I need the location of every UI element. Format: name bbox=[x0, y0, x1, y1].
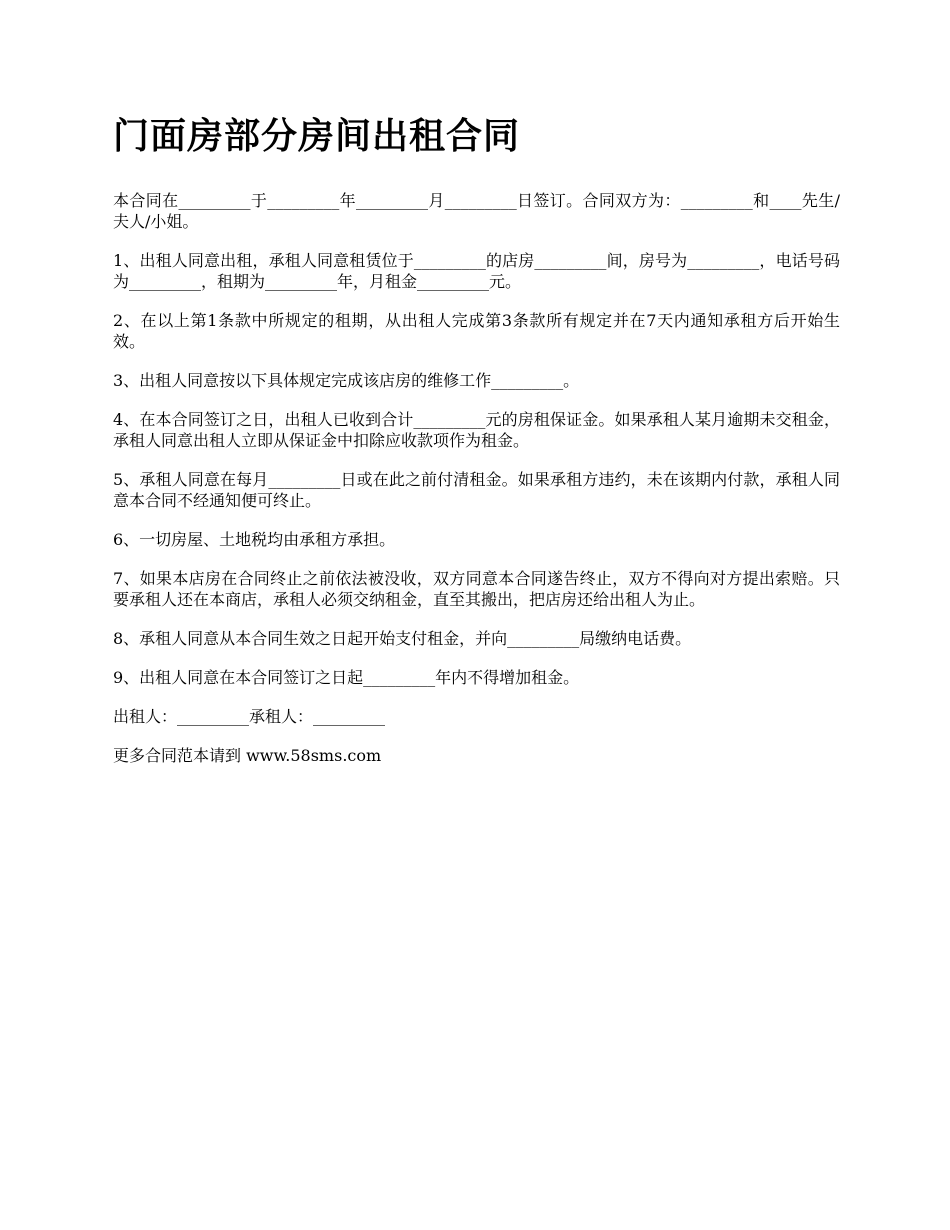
document-page bbox=[113, 112, 840, 784]
clause-4: 4、在本合同签订之日，出租人已收到合计_________元的房租保证金。如果承租人某月逾期未交租金，承租人同意出租人立即从保证金中扣除应收款项作为租金。 bbox=[113, 410, 840, 450]
clause-3: 3、出租人同意按以下具体规定完成该店房的维修工作_________。 bbox=[113, 371, 580, 390]
clause-6: 6、一切房屋、土地税均由承租方承担。 bbox=[113, 530, 396, 549]
clause-8: 8、承租人同意从本合同生效之日起开始支付租金，并向_________局缴纳电话费。 bbox=[113, 629, 692, 648]
clause-1: 1、出租人同意出租，承租人同意租赁位于_________的店房_________间，房号为_________，电话号码为_________，租期为_________年，月租金_________元。 bbox=[113, 251, 840, 291]
clause-7: 7、如果本店房在合同终止之前依法被没收，双方同意本合同遂告终止，双方不得向对方提出索赔。只要承租人还在本商店，承租人必须交纳租金，直至其搬出，把店房还给出租人为止。 bbox=[113, 569, 840, 609]
contract-intro: 本合同在_________于_________年_________月_________日签订。合同双方为：_________和____先生/夫人/小姐。 bbox=[113, 191, 840, 231]
clause-2: 2、在以上第1条款中所规定的租期，从出租人完成第3条款所有规定并在7天内通知承租方后开始生效。 bbox=[113, 311, 840, 351]
footer-note: 更多合同范本请到 www.58sms.com bbox=[113, 746, 382, 765]
clause-5: 5、承租人同意在每月_________日或在此之前付清租金。如果承租方违约，未在该期内付款，承租人同意本合同不经通知便可终止。 bbox=[113, 470, 840, 510]
signature-line: 出租人：_________承租人：_________ bbox=[113, 707, 386, 726]
document-title: 门面房部分房间出租合同 bbox=[113, 115, 521, 157]
clause-9: 9、出租人同意在本合同签订之日起_________年内不得增加租金。 bbox=[113, 668, 580, 687]
